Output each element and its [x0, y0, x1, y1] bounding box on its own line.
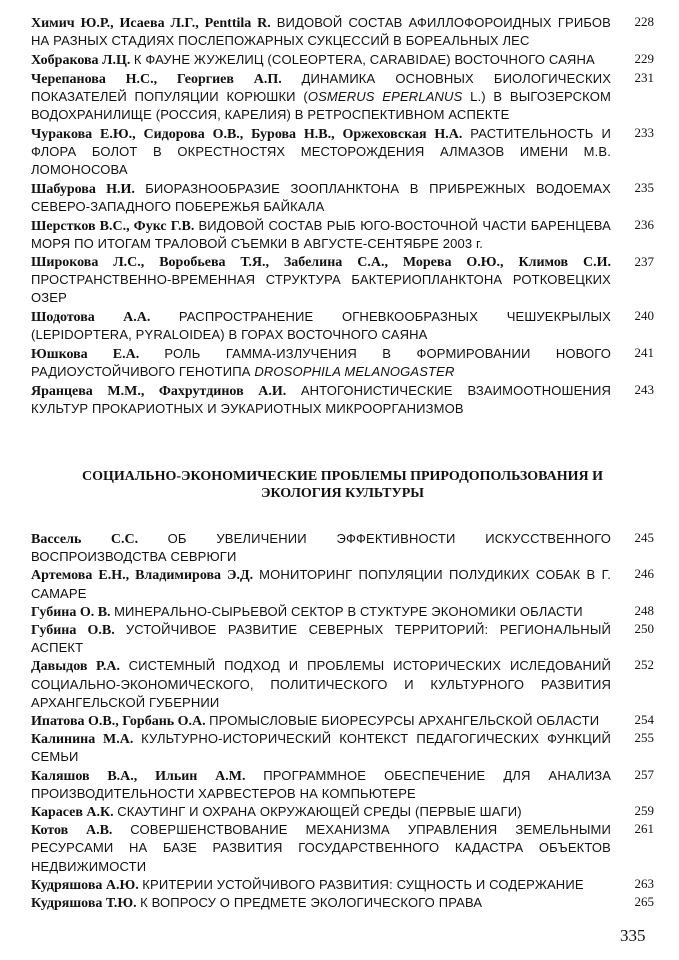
- entry-authors: Шерстков В.С., Фукс Г.В.: [31, 218, 195, 234]
- entry-title: ВИДОВОЙ СОСТАВ РЫБ ЮГО-ВОСТОЧНОЙ ЧАСТИ БАРЕНЦЕВА МОРЯ ПО ИТОГАМ ТРАЛОВОЙ СЪЕМКИ В АВГУСТЕ-СЕНТЯБРЕ 2003 г.: [31, 217, 612, 251]
- entry-page-number: 261: [634, 821, 654, 837]
- entry-authors: Вассель С.С.: [31, 531, 139, 547]
- toc-entry: [31, 566, 654, 602]
- toc-entry: [31, 125, 654, 180]
- entry-authors: Давыдов Р.А.: [31, 659, 120, 675]
- entry-title: АНТОГОНИСТИЧЕСКИЕ ВЗАИМООТНОШЕНИЯ КУЛЬТУР ПРОКАРИОТНЫХ И ЭУКАРИОТНЫХ МИКРООРГАНИЗМОВ: [31, 382, 612, 416]
- toc-entry: [31, 308, 654, 344]
- toc-entry: [31, 712, 654, 730]
- toc-entry-text: [31, 657, 611, 712]
- toc-entry: [31, 382, 654, 418]
- entry-authors: Губина О.В.: [31, 622, 115, 638]
- toc-entry: [31, 657, 654, 712]
- entry-authors: Кудряшова А.Ю.: [31, 877, 139, 893]
- toc-entry: [31, 621, 654, 657]
- entry-page-number: 255: [634, 730, 654, 746]
- toc-entry: [31, 767, 654, 803]
- entry-title: МОНИТОРИНГ ПОПУЛЯЦИИ ПОЛУДИКИХ СОБАК В Г. САМАРЕ: [31, 567, 611, 601]
- toc-entry-text: [31, 70, 611, 125]
- entry-page-number: 231: [634, 69, 654, 85]
- toc-entry-text: [31, 894, 611, 912]
- entry-title: КРИТЕРИИ УСТОЙЧИВОГО РАЗВИТИЯ: СУЩНОСТЬ И СОДЕРЖАНИЕ: [142, 876, 584, 892]
- entry-title: К ВОПРОСУ О ПРЕДМЕТЕ ЭКОЛОГИЧЕСКОГО ПРАВА: [140, 895, 483, 911]
- toc-entry-text: [31, 803, 611, 821]
- entry-authors: Котов А.В.: [31, 823, 113, 839]
- toc-entry-text: [31, 603, 611, 621]
- toc-entry-text: [31, 530, 611, 566]
- entry-page-number: 243: [634, 381, 654, 397]
- toc-entry: [31, 70, 654, 125]
- entry-authors: Кудряшова Т.Ю.: [31, 896, 137, 912]
- toc-entry: [31, 530, 654, 566]
- entry-page-number: 233: [634, 124, 654, 140]
- toc-entry-text: [31, 254, 611, 308]
- entry-title: ПРОГРАММНОЕ ОБЕСПЕЧЕНИЕ ДЛЯ АНАЛИЗА ПРОИЗВОДИТЕЛЬНОСТИ ХАРВЕСТЕРОВ НА КОМПЬЮТЕРЕ: [31, 767, 612, 801]
- entry-authors: Яранцева М.М., Фахрутдинов А.И.: [31, 383, 287, 399]
- toc-entry: [31, 730, 654, 766]
- entry-authors: Калинина М.А.: [31, 732, 134, 748]
- toc-entry: [31, 217, 654, 253]
- toc-entry: [31, 14, 654, 50]
- toc-section-socio-economic: [31, 530, 654, 912]
- toc-entry-text: [31, 730, 611, 766]
- entry-authors: Каляшов В.А., Ильин А.М.: [31, 768, 246, 784]
- entry-authors: Карасев А.К.: [31, 805, 114, 821]
- toc-entry-text: [31, 382, 611, 418]
- entry-title: РОЛЬ ГАММА-ИЗЛУЧЕНИЯ В ФОРМИРОВАНИИ НОВОГО РАДИОУСТОЙЧИВОГО ГЕНОТИПА: [31, 345, 612, 379]
- toc-entry-text: [31, 821, 611, 876]
- entry-page-number: 237: [634, 253, 654, 269]
- entry-title: БИОРАЗНООБРАЗИЕ ЗООПЛАНКТОНА В ПРИБРЕЖНЫХ ВОДОЕМАХ СЕВЕРО-ЗАПАДНОГО ПОБЕРЕЖЬЯ БАЙКАЛА: [31, 180, 612, 215]
- toc-entry: [31, 603, 654, 621]
- table-of-contents: [31, 14, 654, 912]
- entry-title: УСТОЙЧИВОЕ РАЗВИТИЕ СЕВЕРНЫХ ТЕРРИТОРИЙ: РЕГИОНАЛЬНЫЙ АСПЕКТ: [31, 621, 611, 656]
- entry-title: РАСПРОСТРАНЕНИЕ ОГНЕВКООБРАЗНЫХ ЧЕШУЕКРЫЛЫХ (LEPIDOPTERA, PYRALOIDEA) В ГОРАХ ВОСТОЧНОГО САЯНА: [31, 308, 611, 342]
- toc-entry-text: [31, 180, 611, 216]
- toc-entry-text: [31, 14, 611, 50]
- entry-authors: Черепанова Н.С., Георгиев А.П.: [31, 71, 282, 87]
- toc-entry-text: [31, 876, 611, 894]
- entry-authors: Артемова Е.Н., Владимирова Э.Д.: [31, 568, 254, 584]
- toc-entry-text: [31, 767, 611, 803]
- entry-title: ПРОМЫСЛОВЫЕ БИОРЕСУРСЫ АРХАНГЕЛЬСКОЙ ОБЛАСТИ: [209, 713, 600, 728]
- entry-authors: Юшкова Е.А.: [31, 346, 140, 362]
- entry-title: МИНЕРАЛЬНО-СЫРЬЕВОЙ СЕКТОР В СТУКТУРЕ ЭКОНОМИКИ ОБЛАСТИ: [114, 603, 583, 619]
- toc-entry-text: [31, 566, 611, 602]
- entry-authors: Чуракова Е.Ю., Сидорова О.В., Бурова Н.В., Оржеховская Н.А.: [31, 126, 463, 142]
- entry-page-number: 259: [634, 803, 654, 819]
- entry-title: ПРОСТРАНСТВЕННО-ВРЕМЕННАЯ СТРУКТУРА БАКТЕРИОПЛАНКТОНА РОТКОВЕЦКИХ ОЗЕР: [31, 271, 611, 306]
- page-number: 335: [620, 926, 646, 945]
- toc-entry-text: [31, 345, 611, 381]
- entry-title: ВИДОВОЙ СОСТАВ АФИЛЛОФОРОИДНЫХ ГРИБОВ НА РАЗНЫХ СТАДИЯХ ПОСЛЕПОЖАРНЫХ СУКЦЕССИЙ В БОРЕАЛЬНЫХ ЛЕС: [31, 15, 611, 49]
- entry-title-latin: OSMERUS EPERLANUS: [307, 88, 463, 104]
- entry-title: СИСТЕМНЫЙ ПОДХОД И ПРОБЛЕМЫ ИСТОРИЧЕСКИХ ИСЛЕДОВАНИЙ СОЦИАЛЬНО-ЭКОНОМИЧЕСКОГО, ПОЛИТИЧЕСКОГО И КУЛЬТУРНОГО РАЗВИТИЯ АРХАНГЕЛЬСКОЙ ГУБЕРНИИ: [31, 658, 611, 710]
- toc-entry: [31, 254, 654, 308]
- entry-authors: Шабурова Н.И.: [31, 181, 135, 197]
- entry-page-number: 236: [634, 216, 654, 232]
- section-heading: СОЦИАЛЬНО-ЭКОНОМИЧЕСКИЕ ПРОБЛЕМЫ ПРИРОДОПОЛЬЗОВАНИЯ И ЭКОЛОГИЯ КУЛЬТУРЫ: [82, 468, 603, 501]
- entry-page-number: 250: [634, 620, 654, 636]
- toc-entry: [31, 51, 654, 69]
- entry-title: К ФАУНЕ ЖУЖЕЛИЦ (COLEOPTERA, CARABIDAE) ВОСТОЧНОГО САЯНА: [133, 51, 595, 67]
- entry-title-continued: L.) В ВЫГОЗЕРСКОМ ВОДОХРАНИЛИЩЕ (РОССИЯ, КАРЕЛИЯ) В РЕТРОСПЕКТИВНОМ АСПЕКТЕ: [31, 88, 611, 123]
- toc-entry-text: [31, 217, 611, 253]
- toc-entry-text: [31, 712, 611, 730]
- entry-title: СКАУТИНГ И ОХРАНА ОКРУЖАЮЩЕЙ СРЕДЫ (ПЕРВЫЕ ШАГИ): [117, 804, 522, 820]
- entry-authors: Химич Ю.Р., Исаева Л.Г., Penttila R.: [31, 16, 271, 31]
- toc-entry-text: [31, 308, 611, 344]
- entry-authors: Широкова Л.С., Воробьева Т.Я., Забелина С.А., Морева О.Ю., Климов С.И.: [31, 254, 611, 270]
- entry-page-number: 229: [634, 50, 654, 66]
- entry-page-number: 254: [634, 712, 654, 727]
- toc-section-biology: [31, 14, 654, 418]
- entry-page-number: 257: [634, 766, 654, 782]
- toc-entry: [31, 803, 654, 821]
- entry-page-number: 263: [634, 875, 654, 891]
- entry-page-number: 241: [634, 344, 654, 360]
- entry-page-number: 240: [634, 307, 654, 323]
- entry-authors: Хобракова Л.Ц.: [31, 52, 131, 68]
- entry-authors: Ипатова О.В., Горбань О.А.: [31, 714, 206, 729]
- toc-entry: [31, 821, 654, 876]
- entry-page-number: 252: [634, 657, 654, 673]
- toc-entry: [31, 180, 654, 216]
- toc-entry: [31, 876, 654, 894]
- entry-page-number: 265: [634, 894, 654, 910]
- entry-page-number: 248: [634, 602, 654, 618]
- toc-entry-text: [31, 621, 611, 657]
- entry-page-number: 245: [634, 529, 654, 545]
- entry-title: СОВЕРШЕНСТВОВАНИЕ МЕХАНИЗМА УПРАВЛЕНИЯ ЗЕМЕЛЬНЫМИ РЕСУРСАМИ НА БАЗЕ РАЗВИТИЯ ГОСУДАРСТВЕННОГО КАДАСТРА ОБЪЕКТОВ НЕДВИЖИМОСТИ: [31, 822, 612, 874]
- entry-page-number: 246: [634, 566, 654, 582]
- entry-title: ОБ УВЕЛИЧЕНИИ ЭФФЕКТИВНОСТИ ИСКУССТВЕННОГО ВОСПРОИЗВОДСТВА СЕВРЮГИ: [31, 530, 611, 565]
- entry-page-number: 228: [634, 14, 654, 29]
- toc-entry-text: [31, 125, 611, 180]
- entry-page-number: 235: [634, 179, 654, 195]
- entry-title: РАСТИТЕЛЬНОСТЬ И ФЛОРА БОЛОТ В ОКРЕСТНОСТЯХ МЕСТОРОЖДЕНИЯ АЛМАЗОВ ИМЕНИ М.В. ЛОМОНОСОВА: [31, 125, 612, 178]
- toc-entry: [31, 345, 654, 381]
- entry-authors: Шодотова А.А.: [31, 309, 151, 325]
- toc-entry: [31, 894, 654, 912]
- entry-title: КУЛЬТУРНО-ИСТОРИЧЕСКИЙ КОНТЕКСТ ПЕДАГОГИЧЕСКИХ ФУНКЦИЙ СЕМЬИ: [31, 731, 611, 765]
- toc-entry-text: [31, 51, 611, 69]
- entry-title-latin: DROSOPHILA MELANOGASTER: [254, 363, 455, 379]
- entry-title: ДИНАМИКА ОСНОВНЫХ БИОЛОГИЧЕСКИХ ПОКАЗАТЕЛЕЙ ПОПУЛЯЦИИ КОРЮШКИ (: [31, 70, 612, 104]
- entry-authors: Губина О. В.: [31, 604, 111, 620]
